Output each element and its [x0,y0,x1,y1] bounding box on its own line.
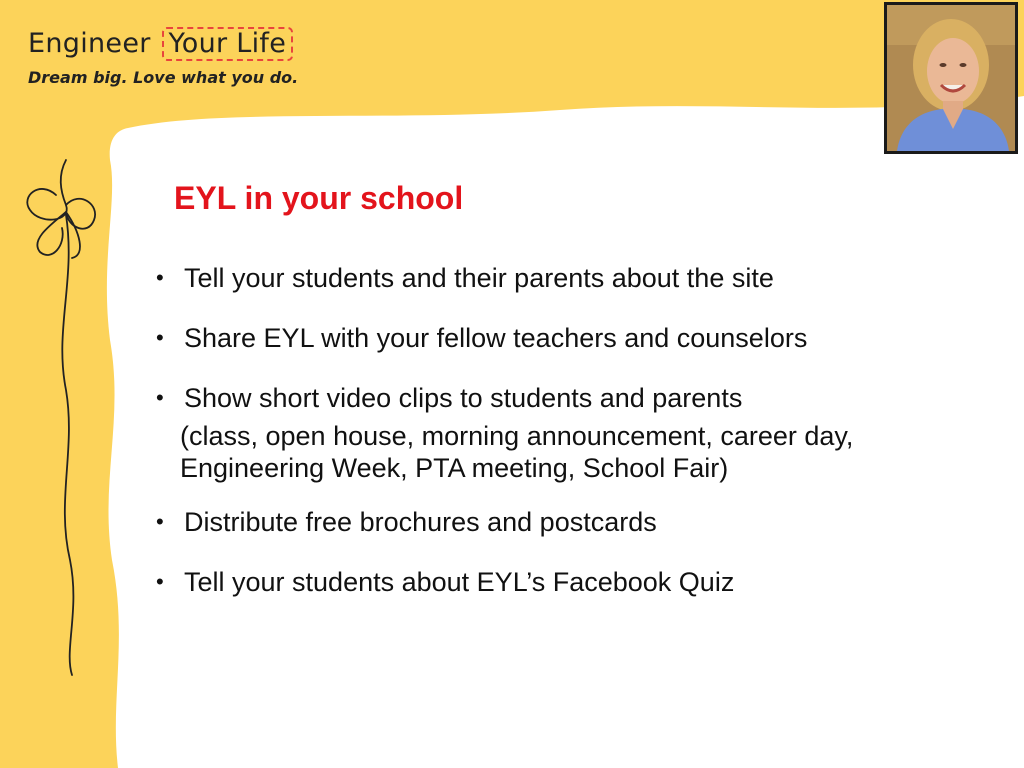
bullet-text: Share EYL with your fellow teachers and counselors [184,323,808,353]
bullet-text: Show short video clips to students and parents [184,383,743,413]
flower-stem-icon [27,160,95,675]
bullet-list [150,262,1000,626]
woman-portrait-photo [884,2,1018,154]
bullet-icon: • [156,325,164,350]
brand-name-part1: Engineer [28,28,151,59]
brand-name-part2: Your Life [162,27,294,61]
bullet-item [150,566,1000,598]
bullet-item [150,262,1000,294]
bullet-text: Distribute free brochures and postcards [184,507,657,537]
brand-tagline: Dream big. Love what you do. [28,68,299,87]
bullet-item [150,506,1000,538]
slide-title: EYL in your school [174,180,464,216]
bullet-icon: • [156,509,164,534]
bullet-subtext: (class, open house, morning announcement, career day, Engineering Week, PTA meeting, School Fair) [180,421,854,483]
bullet-item [150,382,1000,484]
bullet-icon: • [156,265,164,290]
bullet-text: Tell your students about EYL’s Facebook Quiz [184,567,735,597]
bullet-text: Tell your students and their parents about the site [184,263,774,293]
brand-logo [28,26,298,87]
bullet-item [150,322,1000,354]
brand-title [28,26,298,62]
bullet-icon: • [156,385,164,410]
bullet-icon: • [156,569,164,594]
